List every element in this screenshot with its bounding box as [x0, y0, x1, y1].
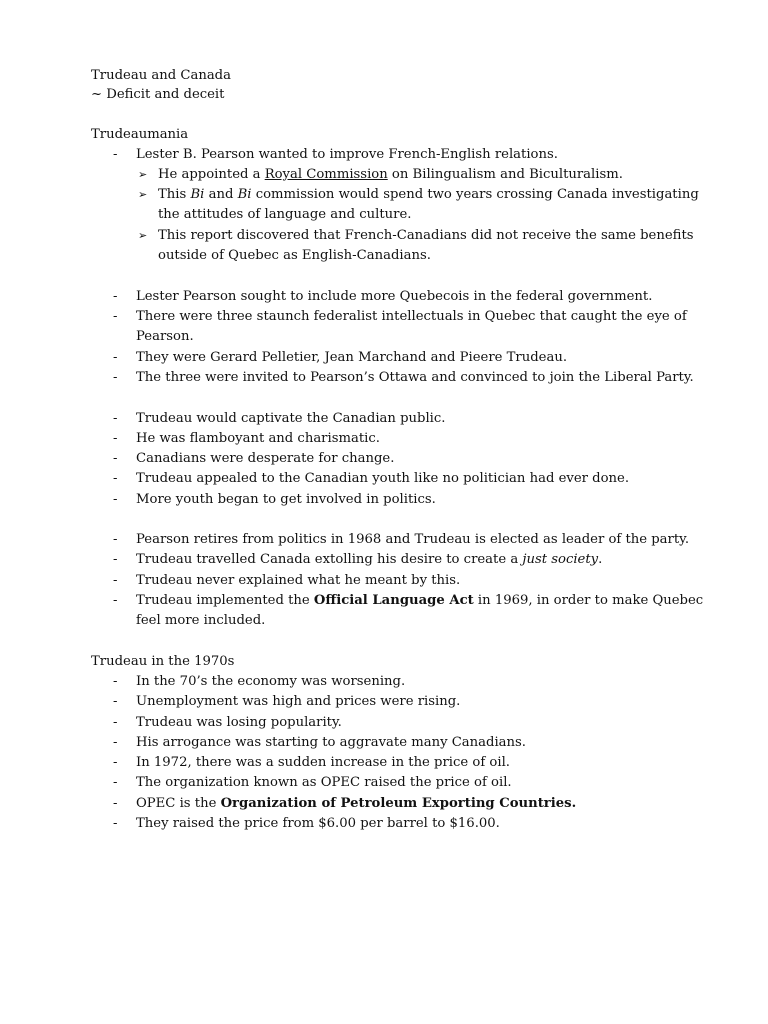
bullet-text: More youth began to get involved in politics.: [136, 492, 436, 507]
dash-bullet: -: [113, 471, 118, 486]
dash-bullet: -: [113, 755, 118, 770]
text-run: Trudeau implemented the: [136, 593, 314, 608]
italic-term: Bi: [237, 187, 252, 202]
dash-bullet: -: [113, 350, 118, 365]
sub-bullet-text: [158, 185, 699, 205]
dash-bullet: -: [113, 309, 118, 324]
bullet-text: Lester Pearson sought to include more Quebecois in the federal government.: [136, 289, 653, 304]
dash-bullet: -: [113, 492, 118, 507]
bullet-text: [136, 794, 576, 814]
text-run: commission would spend two years crossing Canada investigating: [251, 187, 699, 202]
dash-bullet: -: [113, 715, 118, 730]
arrow-bullet-icon: ➢: [138, 188, 148, 201]
bullet-text: He was flamboyant and charismatic.: [136, 431, 380, 446]
sub-bullet-text: the attitudes of language and culture.: [158, 207, 412, 222]
text-run: .: [598, 552, 603, 567]
dash-bullet: -: [113, 796, 118, 811]
bullet-text: Pearson.: [136, 329, 194, 344]
arrow-bullet-icon: ➢: [138, 229, 148, 242]
bullet-text: Canadians were desperate for change.: [136, 451, 395, 466]
bullet-text: The three were invited to Pearson’s Ottawa and convinced to join the Liberal Party.: [136, 370, 694, 385]
text-run: OPEC is the: [136, 796, 221, 811]
bullet-text: In the 70’s the economy was worsening.: [136, 674, 406, 689]
bold-term: Official Language Act: [313, 593, 474, 608]
bullet-text: Trudeau was losing popularity.: [136, 715, 342, 730]
document-title: Trudeau and Canada: [91, 68, 231, 83]
bullet-text: Unemployment was high and prices were rising.: [136, 694, 461, 709]
dash-bullet: -: [113, 552, 118, 567]
bullet-text: Trudeau would captivate the Canadian public.: [136, 411, 446, 426]
dash-bullet: -: [113, 451, 118, 466]
bullet-text: Pearson retires from politics in 1968 and Trudeau is elected as leader of the party.: [136, 532, 690, 547]
arrow-bullet-icon: ➢: [138, 168, 148, 181]
dash-bullet: -: [113, 289, 118, 304]
sub-bullet-text: [158, 165, 623, 185]
dash-bullet: -: [113, 735, 118, 750]
bullet-text: They raised the price from $6.00 per barrel to $16.00.: [136, 816, 500, 831]
italic-term: just society: [522, 552, 599, 567]
bullet-text: Lester B. Pearson wanted to improve French-English relations.: [136, 147, 558, 162]
sub-bullet-text: outside of Quebec as English-Canadians.: [158, 248, 431, 263]
bullet-text: [136, 591, 703, 611]
bullet-text: They were Gerard Pelletier, Jean Marchand and Pieere Trudeau.: [136, 350, 568, 365]
bullet-text: Trudeau never explained what he meant by this.: [136, 573, 461, 588]
text-run: in 1969, in order to make Quebec: [473, 593, 704, 608]
dash-bullet: -: [113, 694, 118, 709]
bold-term: Organization of Petroleum Exporting Countries.: [220, 796, 577, 811]
dash-bullet: -: [113, 431, 118, 446]
dash-bullet: -: [113, 593, 118, 608]
dash-bullet: -: [113, 573, 118, 588]
italic-term: Bi: [190, 187, 205, 202]
dash-bullet: -: [113, 532, 118, 547]
text-run: on Bilingualism and Biculturalism.: [387, 167, 623, 182]
dash-bullet: -: [113, 370, 118, 385]
text-run: and: [204, 187, 238, 202]
bullet-text: The organization known as OPEC raised the price of oil.: [136, 775, 512, 790]
bullet-text: There were three staunch federalist intellectuals in Quebec that caught the eye of: [136, 309, 687, 324]
dash-bullet: -: [113, 147, 118, 162]
text-run: He appointed a: [158, 167, 265, 182]
sub-bullet-text: This report discovered that French-Canadians did not receive the same benefits: [158, 228, 694, 243]
bullet-text: His arrogance was starting to aggravate many Canadians.: [136, 735, 526, 750]
bullet-text: feel more included.: [136, 613, 266, 628]
dash-bullet: -: [113, 674, 118, 689]
dash-bullet: -: [113, 411, 118, 426]
document-subtitle: ~ Deficit and deceit: [91, 87, 225, 102]
dash-bullet: -: [113, 775, 118, 790]
text-run: This: [158, 187, 191, 202]
section-heading-trudeaumania: Trudeaumania: [91, 127, 189, 142]
text-run: Trudeau travelled Canada extolling his desire to create a: [136, 552, 523, 567]
bullet-text: [136, 550, 602, 570]
bullet-text: Trudeau appealed to the Canadian youth like no politician had ever done.: [136, 471, 630, 486]
section-heading-1970s: Trudeau in the 1970s: [91, 654, 235, 669]
bullet-text: In 1972, there was a sudden increase in the price of oil.: [136, 755, 510, 770]
dash-bullet: -: [113, 816, 118, 831]
underlined-term: Royal Commission: [264, 167, 388, 182]
